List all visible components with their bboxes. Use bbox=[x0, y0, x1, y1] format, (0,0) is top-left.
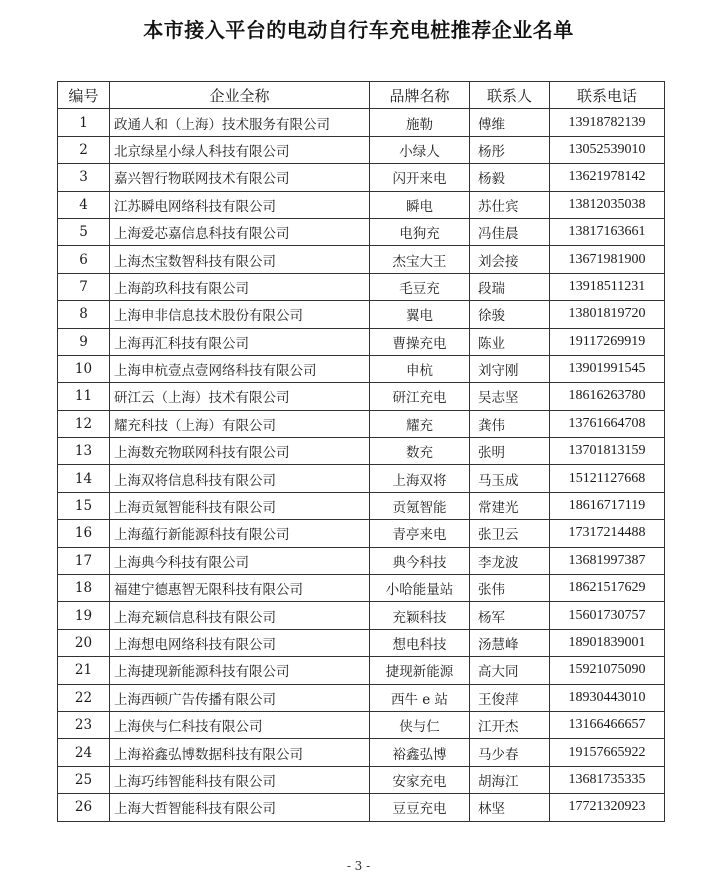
table-row bbox=[58, 328, 665, 355]
cell-number: 20 bbox=[58, 629, 110, 656]
cell-company-name: 上海再汇科技有限公司 bbox=[110, 328, 370, 355]
cell-brand-name: 充颖科技 bbox=[370, 602, 470, 629]
table-row bbox=[58, 383, 665, 410]
cell-contact-phone: 13901991545 bbox=[550, 355, 665, 382]
cell-company-name: 上海数充物联网科技有限公司 bbox=[110, 438, 370, 465]
cell-contact-person: 张伟 bbox=[470, 575, 550, 602]
cell-contact-phone: 13681735335 bbox=[550, 766, 665, 793]
cell-company-name: 上海韵玖科技有限公司 bbox=[110, 273, 370, 300]
header-contact-phone: 联系电话 bbox=[550, 82, 665, 109]
cell-number: 1 bbox=[58, 109, 110, 136]
cell-company-name: 上海双将信息科技有限公司 bbox=[110, 465, 370, 492]
cell-brand-name: 安家充电 bbox=[370, 766, 470, 793]
cell-contact-phone: 13052539010 bbox=[550, 136, 665, 163]
cell-company-name: 上海申杭壹点壹网络科技有限公司 bbox=[110, 355, 370, 382]
header-brand-name: 品牌名称 bbox=[370, 82, 470, 109]
cell-brand-name: 杰宝大王 bbox=[370, 246, 470, 273]
table-body bbox=[58, 109, 665, 821]
cell-number: 17 bbox=[58, 547, 110, 574]
cell-number: 14 bbox=[58, 465, 110, 492]
cell-contact-phone: 13701813159 bbox=[550, 438, 665, 465]
cell-number: 9 bbox=[58, 328, 110, 355]
cell-number: 18 bbox=[58, 575, 110, 602]
cell-company-name: 上海西顿广告传播有限公司 bbox=[110, 684, 370, 711]
table-row bbox=[58, 438, 665, 465]
table-row bbox=[58, 794, 665, 821]
cell-number: 23 bbox=[58, 711, 110, 738]
cell-number: 22 bbox=[58, 684, 110, 711]
cell-brand-name: 施勒 bbox=[370, 109, 470, 136]
cell-brand-name: 数充 bbox=[370, 438, 470, 465]
cell-brand-name: 裕鑫弘博 bbox=[370, 739, 470, 766]
table-row bbox=[58, 520, 665, 547]
table-row bbox=[58, 246, 665, 273]
cell-number: 19 bbox=[58, 602, 110, 629]
cell-contact-phone: 13761664708 bbox=[550, 410, 665, 437]
cell-contact-person: 张明 bbox=[470, 438, 550, 465]
cell-contact-person: 刘守刚 bbox=[470, 355, 550, 382]
cell-brand-name: 上海双将 bbox=[370, 465, 470, 492]
cell-company-name: 耀充科技（上海）有限公司 bbox=[110, 410, 370, 437]
cell-contact-phone: 18616717119 bbox=[550, 492, 665, 519]
cell-number: 13 bbox=[58, 438, 110, 465]
cell-contact-phone: 19157665922 bbox=[550, 739, 665, 766]
cell-number: 4 bbox=[58, 191, 110, 218]
cell-contact-phone: 13801819720 bbox=[550, 301, 665, 328]
cell-company-name: 上海爱芯嘉信息科技有限公司 bbox=[110, 218, 370, 245]
cell-brand-name: 小哈能量站 bbox=[370, 575, 470, 602]
cell-contact-person: 杨彤 bbox=[470, 136, 550, 163]
cell-contact-phone: 15601730757 bbox=[550, 602, 665, 629]
cell-brand-name: 西牛 e 站 bbox=[370, 684, 470, 711]
header-company-name: 企业全称 bbox=[110, 82, 370, 109]
cell-contact-person: 吴志坚 bbox=[470, 383, 550, 410]
table-row bbox=[58, 355, 665, 382]
cell-number: 12 bbox=[58, 410, 110, 437]
cell-number: 25 bbox=[58, 766, 110, 793]
header-contact-person: 联系人 bbox=[470, 82, 550, 109]
table-row bbox=[58, 109, 665, 136]
cell-brand-name: 贡氪智能 bbox=[370, 492, 470, 519]
table-row bbox=[58, 629, 665, 656]
cell-company-name: 政通人和（上海）技术服务有限公司 bbox=[110, 109, 370, 136]
page-title: 本市接入平台的电动自行车充电桩推荐企业名单 bbox=[143, 18, 574, 42]
cell-contact-phone: 13681997387 bbox=[550, 547, 665, 574]
cell-company-name: 上海充颖信息科技有限公司 bbox=[110, 602, 370, 629]
cell-contact-phone: 13671981900 bbox=[550, 246, 665, 273]
cell-company-name: 上海巧纬智能科技有限公司 bbox=[110, 766, 370, 793]
cell-contact-phone: 18621517629 bbox=[550, 575, 665, 602]
cell-number: 8 bbox=[58, 301, 110, 328]
cell-contact-person: 江开杰 bbox=[470, 711, 550, 738]
table-row bbox=[58, 492, 665, 519]
cell-number: 10 bbox=[58, 355, 110, 382]
cell-brand-name: 想电科技 bbox=[370, 629, 470, 656]
cell-brand-name: 小绿人 bbox=[370, 136, 470, 163]
cell-contact-person: 王俊萍 bbox=[470, 684, 550, 711]
cell-number: 6 bbox=[58, 246, 110, 273]
cell-contact-person: 李龙波 bbox=[470, 547, 550, 574]
cell-company-name: 上海侠与仁科技有限公司 bbox=[110, 711, 370, 738]
table-row bbox=[58, 191, 665, 218]
cell-contact-person: 张卫云 bbox=[470, 520, 550, 547]
cell-company-name: 上海蕴行新能源科技有限公司 bbox=[110, 520, 370, 547]
cell-contact-person: 龚伟 bbox=[470, 410, 550, 437]
cell-company-name: 上海典今科技有限公司 bbox=[110, 547, 370, 574]
cell-contact-person: 林坚 bbox=[470, 794, 550, 821]
cell-contact-phone: 15121127668 bbox=[550, 465, 665, 492]
cell-contact-phone: 18616263780 bbox=[550, 383, 665, 410]
cell-brand-name: 瞬电 bbox=[370, 191, 470, 218]
cell-contact-person: 陈业 bbox=[470, 328, 550, 355]
cell-contact-phone: 13621978142 bbox=[550, 164, 665, 191]
header-number: 编号 bbox=[58, 82, 110, 109]
company-table bbox=[57, 81, 665, 822]
cell-contact-phone: 13166466657 bbox=[550, 711, 665, 738]
table-row bbox=[58, 657, 665, 684]
cell-number: 21 bbox=[58, 657, 110, 684]
table-row bbox=[58, 547, 665, 574]
cell-company-name: 上海裕鑫弘博数据科技有限公司 bbox=[110, 739, 370, 766]
cell-contact-person: 汤慧峰 bbox=[470, 629, 550, 656]
table-row bbox=[58, 739, 665, 766]
cell-number: 2 bbox=[58, 136, 110, 163]
cell-contact-person: 傅维 bbox=[470, 109, 550, 136]
cell-number: 7 bbox=[58, 273, 110, 300]
cell-company-name: 上海大哲智能科技有限公司 bbox=[110, 794, 370, 821]
cell-company-name: 上海杰宝数智科技有限公司 bbox=[110, 246, 370, 273]
table-row bbox=[58, 301, 665, 328]
cell-contact-phone: 18901839001 bbox=[550, 629, 665, 656]
table-row bbox=[58, 575, 665, 602]
cell-number: 3 bbox=[58, 164, 110, 191]
cell-number: 26 bbox=[58, 794, 110, 821]
cell-contact-person: 马玉成 bbox=[470, 465, 550, 492]
cell-company-name: 江苏瞬电网络科技有限公司 bbox=[110, 191, 370, 218]
cell-brand-name: 研江充电 bbox=[370, 383, 470, 410]
cell-brand-name: 翼电 bbox=[370, 301, 470, 328]
cell-contact-person: 冯佳晨 bbox=[470, 218, 550, 245]
cell-brand-name: 毛豆充 bbox=[370, 273, 470, 300]
cell-contact-phone: 13817163661 bbox=[550, 218, 665, 245]
cell-contact-phone: 13918511231 bbox=[550, 273, 665, 300]
cell-company-name: 上海捷现新能源科技有限公司 bbox=[110, 657, 370, 684]
cell-company-name: 福建宁德惠智无限科技有限公司 bbox=[110, 575, 370, 602]
cell-brand-name: 青亭来电 bbox=[370, 520, 470, 547]
table-row bbox=[58, 410, 665, 437]
cell-brand-name: 豆豆充电 bbox=[370, 794, 470, 821]
cell-company-name: 上海贡氪智能科技有限公司 bbox=[110, 492, 370, 519]
cell-brand-name: 闪开来电 bbox=[370, 164, 470, 191]
cell-brand-name: 曹操充电 bbox=[370, 328, 470, 355]
cell-contact-phone: 13812035038 bbox=[550, 191, 665, 218]
table-row bbox=[58, 465, 665, 492]
cell-contact-person: 高大同 bbox=[470, 657, 550, 684]
cell-brand-name: 电狗充 bbox=[370, 218, 470, 245]
cell-brand-name: 耀充 bbox=[370, 410, 470, 437]
cell-number: 11 bbox=[58, 383, 110, 410]
table-row bbox=[58, 218, 665, 245]
cell-number: 16 bbox=[58, 520, 110, 547]
table-row bbox=[58, 602, 665, 629]
cell-contact-phone: 19117269919 bbox=[550, 328, 665, 355]
cell-brand-name: 申杭 bbox=[370, 355, 470, 382]
cell-number: 5 bbox=[58, 218, 110, 245]
cell-contact-phone: 17317214488 bbox=[550, 520, 665, 547]
table-row bbox=[58, 136, 665, 163]
cell-company-name: 嘉兴智行物联网技术有限公司 bbox=[110, 164, 370, 191]
cell-contact-person: 苏仕宾 bbox=[470, 191, 550, 218]
cell-contact-phone: 18930443010 bbox=[550, 684, 665, 711]
cell-number: 15 bbox=[58, 492, 110, 519]
cell-contact-phone: 17721320923 bbox=[550, 794, 665, 821]
cell-company-name: 北京绿星小绿人科技有限公司 bbox=[110, 136, 370, 163]
cell-company-name: 研江云（上海）技术有限公司 bbox=[110, 383, 370, 410]
table-row bbox=[58, 766, 665, 793]
table-row bbox=[58, 164, 665, 191]
page-number: - 3 - bbox=[346, 859, 371, 873]
cell-contact-person: 胡海江 bbox=[470, 766, 550, 793]
table-row bbox=[58, 711, 665, 738]
cell-contact-person: 杨军 bbox=[470, 602, 550, 629]
cell-contact-person: 杨毅 bbox=[470, 164, 550, 191]
table-row bbox=[58, 684, 665, 711]
cell-contact-person: 马少春 bbox=[470, 739, 550, 766]
cell-brand-name: 典今科技 bbox=[370, 547, 470, 574]
cell-brand-name: 捷现新能源 bbox=[370, 657, 470, 684]
table-header-row bbox=[58, 82, 665, 109]
cell-contact-person: 徐骏 bbox=[470, 301, 550, 328]
cell-company-name: 上海想电网络科技有限公司 bbox=[110, 629, 370, 656]
table-row bbox=[58, 273, 665, 300]
cell-contact-person: 常建光 bbox=[470, 492, 550, 519]
cell-company-name: 上海申非信息技术股份有限公司 bbox=[110, 301, 370, 328]
cell-contact-person: 刘会接 bbox=[470, 246, 550, 273]
cell-brand-name: 侠与仁 bbox=[370, 711, 470, 738]
cell-contact-phone: 15921075090 bbox=[550, 657, 665, 684]
cell-number: 24 bbox=[58, 739, 110, 766]
cell-contact-phone: 13918782139 bbox=[550, 109, 665, 136]
cell-contact-person: 段瑞 bbox=[470, 273, 550, 300]
